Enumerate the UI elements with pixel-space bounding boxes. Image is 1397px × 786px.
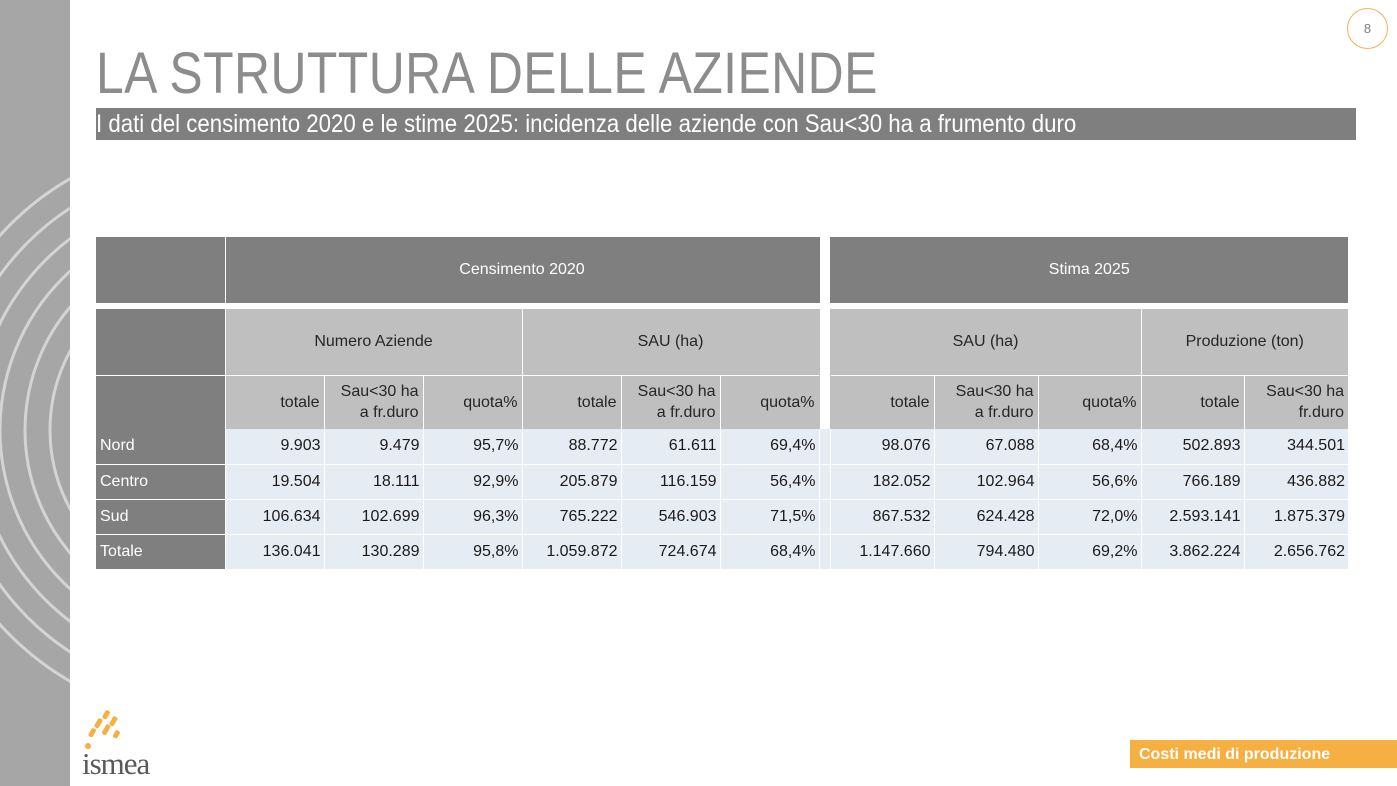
column-header-line1: quota%: [760, 393, 815, 411]
table-cell: 344.501: [1244, 429, 1348, 464]
subgroup-header: Numero Aziende: [225, 309, 522, 375]
group-header-row: [96, 237, 1348, 303]
table-cell: 765.222: [522, 499, 621, 534]
column-header-line2: a fr.duro: [974, 404, 1034, 422]
table-cell: 1.875.379: [1244, 499, 1348, 534]
corner-cell: [96, 237, 225, 303]
page-title: LA STRUTTURA DELLE AZIENDE: [96, 41, 878, 106]
group-gap: [819, 375, 830, 429]
table-row: [96, 534, 1348, 569]
table-row: [96, 429, 1348, 464]
table-cell: 1.059.872: [522, 534, 621, 569]
table-cell: 56,6%: [1038, 464, 1141, 499]
table-cell: 96,3%: [423, 499, 522, 534]
column-header: [423, 375, 522, 429]
table-cell: 9.479: [324, 429, 423, 464]
table-cell: 106.634: [225, 499, 324, 534]
table-cell: 624.428: [934, 499, 1038, 534]
table-cell: 18.111: [324, 464, 423, 499]
ismea-logo: [82, 708, 192, 781]
group-gap: [819, 534, 830, 569]
column-header-line1: totale: [1200, 393, 1240, 411]
group-header-censimento: Censimento 2020: [225, 237, 819, 303]
column-header-line1: quota%: [1082, 393, 1137, 411]
subgroup-header: SAU (ha): [830, 309, 1141, 375]
table-cell: 92,9%: [423, 464, 522, 499]
column-header: [934, 375, 1038, 429]
column-header-line1: Sau<30 ha: [637, 383, 716, 401]
column-header: [830, 375, 934, 429]
corner-cell: [96, 375, 225, 429]
column-header: [324, 375, 423, 429]
table-cell: 88.772: [522, 429, 621, 464]
subgroup-header: SAU (ha): [522, 309, 819, 375]
row-label: Nord: [96, 429, 225, 464]
corner-cell: [96, 309, 225, 375]
table-cell: 130.289: [324, 534, 423, 569]
table-cell: 67.088: [934, 429, 1038, 464]
table-cell: 69,2%: [1038, 534, 1141, 569]
table-cell: 136.041: [225, 534, 324, 569]
census-data-table: [96, 237, 1348, 570]
table-cell: 436.882: [1244, 464, 1348, 499]
group-gap: [819, 499, 830, 534]
table-cell: 2.593.141: [1141, 499, 1244, 534]
page-number-badge: [1347, 8, 1388, 49]
table-cell: 72,0%: [1038, 499, 1141, 534]
table-cell: 95,7%: [423, 429, 522, 464]
page-number: 8: [1363, 21, 1372, 36]
table-cell: 71,5%: [720, 499, 819, 534]
table-cell: 116.159: [621, 464, 720, 499]
table-cell: 98.076: [830, 429, 934, 464]
group-gap: [819, 429, 830, 464]
row-label: Centro: [96, 464, 225, 499]
table-cell: 502.893: [1141, 429, 1244, 464]
table-cell: 182.052: [830, 464, 934, 499]
column-header-row: [96, 375, 1348, 429]
column-header: [1141, 375, 1244, 429]
table-cell: 19.504: [225, 464, 324, 499]
table-cell: 102.964: [934, 464, 1038, 499]
column-header: [1244, 375, 1348, 429]
column-header-line1: quota%: [463, 393, 518, 411]
table-cell: 867.532: [830, 499, 934, 534]
table-cell: 56,4%: [720, 464, 819, 499]
table-cell: 1.147.660: [830, 534, 934, 569]
column-header-line1: Sau<30 ha: [955, 383, 1034, 401]
table-cell: 546.903: [621, 499, 720, 534]
page-subtitle: I dati del censimento 2020 e le stime 2025: incidenza delle aziende con Sau<30 ha a frumento duro: [96, 110, 1077, 138]
table-cell: 766.189: [1141, 464, 1244, 499]
table-cell: 9.903: [225, 429, 324, 464]
table-cell: 95,8%: [423, 534, 522, 569]
column-header-line1: totale: [890, 393, 930, 411]
table-cell: 2.656.762: [1244, 534, 1348, 569]
table-row: [96, 499, 1348, 534]
concentric-arcs-decoration: [0, 0, 70, 786]
column-header: [720, 375, 819, 429]
decorative-sidebar: [0, 0, 70, 786]
subgroup-header: Produzione (ton): [1141, 309, 1348, 375]
column-header-line1: Sau<30 ha: [340, 383, 419, 401]
column-header-line1: totale: [577, 393, 617, 411]
footer-section-tag: Costi medi di produzione: [1130, 740, 1397, 768]
row-label: Sud: [96, 499, 225, 534]
group-gap: [819, 309, 830, 375]
subtitle-bar: [96, 108, 1356, 140]
group-gap: [819, 237, 830, 303]
logo-wordmark: ismea: [82, 746, 150, 781]
column-header: [522, 375, 621, 429]
column-header-line1: totale: [280, 393, 320, 411]
table-cell: 61.611: [621, 429, 720, 464]
column-header: [225, 375, 324, 429]
column-header-line1: Sau<30 ha: [1266, 383, 1344, 401]
group-header-stima: Stima 2025: [830, 237, 1348, 303]
column-header-line2: fr.duro: [1298, 404, 1344, 422]
group-gap: [819, 464, 830, 499]
column-header: [621, 375, 720, 429]
column-header-line2: a fr.duro: [656, 404, 716, 422]
table-cell: 205.879: [522, 464, 621, 499]
column-header: [1038, 375, 1141, 429]
table-cell: 68,4%: [1038, 429, 1141, 464]
table-cell: 724.674: [621, 534, 720, 569]
ismea-logo-mark: [84, 708, 128, 750]
table-cell: 69,4%: [720, 429, 819, 464]
table-cell: 3.862.224: [1141, 534, 1244, 569]
table-row: [96, 464, 1348, 499]
row-label: Totale: [96, 534, 225, 569]
table-cell: 68,4%: [720, 534, 819, 569]
table-cell: 102.699: [324, 499, 423, 534]
subgroup-header-row: [96, 309, 1348, 375]
column-header-line2: a fr.duro: [359, 404, 419, 422]
table-cell: 794.480: [934, 534, 1038, 569]
